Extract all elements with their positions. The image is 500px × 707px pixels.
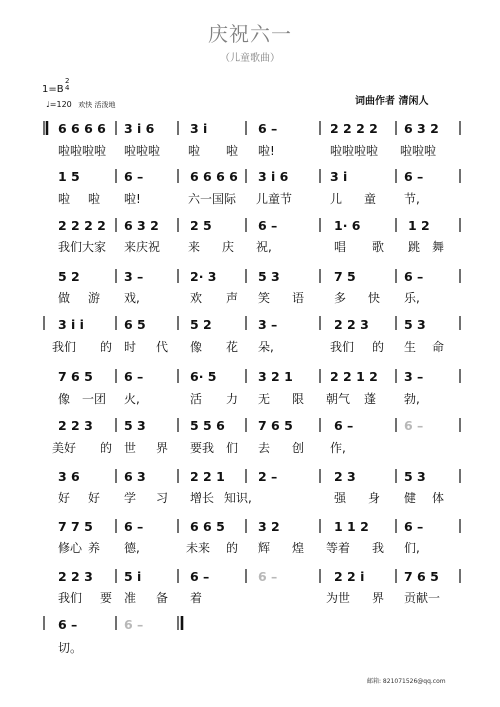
lyric: 一团 — [82, 392, 107, 406]
note-group: 3 i — [330, 169, 348, 184]
lyric: 朝气 — [326, 392, 351, 406]
note-group: 2 2 i — [334, 569, 365, 584]
lyric: 做 — [58, 291, 71, 305]
lyric: 啦 — [188, 144, 201, 158]
note-group: 7 6 5 — [404, 569, 439, 584]
lyric: 勃, — [404, 392, 420, 406]
lyric: 啦啦啦 — [400, 144, 437, 158]
lyric: 语 — [292, 291, 305, 305]
lyric: 我们大家 — [58, 240, 107, 254]
note-group: 2 – — [258, 469, 278, 484]
lyric: 界 — [372, 591, 385, 605]
lyric: 像 — [58, 392, 71, 406]
note-group: 6 3 — [124, 469, 146, 484]
note-group: 6 – — [124, 369, 144, 384]
lyric: 唱 — [334, 240, 347, 254]
lyric: 戏, — [124, 291, 140, 305]
note-group: 2 3 — [334, 469, 356, 484]
note-group: 6 – — [404, 169, 424, 184]
lyric: 活 — [190, 392, 203, 406]
score-row-2 — [58, 169, 460, 206]
lyric: 时 — [124, 340, 137, 354]
lyric: 我们 — [330, 340, 355, 354]
page-subtitle: （儿童歌曲） — [220, 53, 280, 64]
note-group: 6 6 5 — [190, 519, 225, 534]
lyric: 多 — [334, 291, 347, 305]
lyric: 学 — [124, 491, 137, 505]
note-group: 5 2 — [58, 269, 80, 284]
lyric: 等着 — [326, 541, 351, 555]
score-row-6 — [58, 369, 460, 406]
lyric: 贡献一 — [404, 591, 441, 605]
lyric: 未来 — [186, 541, 211, 555]
lyric: 朵, — [258, 340, 274, 354]
note-group: 6 3 2 — [124, 218, 159, 233]
lyric: 舞 — [432, 240, 445, 254]
note-group: 5 5 6 — [190, 418, 225, 433]
lyric: 创 — [292, 441, 305, 455]
note-group: 3 2 1 — [258, 369, 293, 384]
note-group: 3 i i — [58, 317, 84, 332]
lyric: 啦 — [88, 192, 101, 206]
note-group: 3 2 — [258, 519, 280, 534]
score-row-1 — [44, 121, 460, 158]
note-group: 2 2 3 — [58, 418, 93, 433]
note-group: 7 7 5 — [58, 519, 93, 534]
note-group: 7 6 5 — [258, 418, 293, 433]
lyric: 跳 — [408, 240, 421, 254]
lyric: 啦! — [124, 192, 141, 206]
lyric: 习 — [156, 491, 169, 505]
lyric: 好 — [88, 491, 101, 505]
note-group: 5 3 — [404, 317, 426, 332]
note-group: 6 – — [190, 569, 210, 584]
score-row-8 — [58, 469, 460, 505]
lyric: 庆 — [222, 240, 235, 254]
note-group: 2 2 1 — [190, 469, 225, 484]
note-group: 6 – — [404, 269, 424, 284]
page-title: 庆祝六一 — [208, 22, 292, 46]
note-group: 3 6 — [58, 469, 80, 484]
note-group: 6 – — [404, 519, 424, 534]
key-signature: 1=B — [42, 84, 64, 95]
lyric: 去 — [258, 441, 271, 455]
contact-email: 邮箱: 821071526@qq.com — [367, 678, 446, 685]
note-group: 6 – — [124, 519, 144, 534]
lyric: 啦 — [58, 192, 71, 206]
lyric: 修心 — [58, 541, 83, 555]
lyric: 蓬 — [364, 392, 377, 406]
note-group: 2· 3 — [190, 269, 217, 284]
lyric: 知识, — [224, 491, 252, 505]
lyric: 啦啦啦啦 — [330, 144, 379, 158]
lyric: 世 — [124, 441, 137, 455]
note-group: 5 3 — [258, 269, 280, 284]
lyric: 辉 — [258, 541, 271, 555]
note-group: 3 – — [124, 269, 144, 284]
lyric: 祝, — [256, 240, 272, 254]
lyric: 命 — [432, 340, 445, 354]
lyric: 的 — [372, 340, 385, 354]
score-row-7 — [52, 418, 460, 455]
note-group: 1 1 2 — [334, 519, 369, 534]
lyric: 煌 — [292, 541, 305, 555]
lyric: 儿 — [330, 192, 343, 206]
lyric: 声 — [226, 291, 239, 305]
lyric: 来 — [188, 240, 201, 254]
lyric: 无 — [258, 392, 271, 406]
lyric: 们, — [404, 541, 420, 555]
lyric: 要我 — [190, 441, 215, 455]
tempo-expression: 欢快 活泼地 — [78, 101, 116, 109]
note-group: 3 – — [404, 369, 424, 384]
note-group: 7 6 5 — [58, 369, 93, 384]
note-group: 5 3 — [124, 418, 146, 433]
note-group: 2 2 1 2 — [330, 369, 378, 384]
score-row-5 — [44, 316, 460, 354]
note-group: 6· 5 — [190, 369, 217, 384]
score-row-11 — [44, 616, 182, 655]
lyric: 界 — [156, 441, 169, 455]
tempo-value: ♩=120 — [46, 100, 72, 109]
lyric: 要 — [100, 591, 113, 605]
note-group: 1 5 — [58, 169, 80, 184]
lyric: 的 — [100, 441, 113, 455]
lyric: 们 — [226, 441, 239, 455]
lyric: 花 — [226, 340, 239, 354]
note-group: 3 i 6 — [258, 169, 289, 184]
lyric: 为世 — [326, 591, 351, 605]
composer-credit: 词曲作者 清闲人 — [355, 96, 429, 107]
note-group: 2 2 2 2 — [58, 218, 106, 233]
note-group-faded: 6 – — [258, 569, 278, 584]
note-group: 1· 6 — [334, 218, 361, 233]
note-group: 2 5 — [190, 218, 212, 233]
lyric: 限 — [292, 392, 305, 406]
note-group: 2 2 3 — [334, 317, 369, 332]
lyric: 切。 — [58, 641, 83, 655]
time-signature-top: 2 — [65, 77, 70, 85]
lyric: 儿童节 — [256, 192, 293, 206]
lyric: 我 — [372, 541, 385, 555]
lyric: 备 — [156, 591, 169, 605]
note-group: 6 – — [334, 418, 354, 433]
lyric: 节, — [404, 192, 420, 206]
note-group: 2 2 2 2 — [330, 121, 378, 136]
lyric: 乐, — [404, 291, 420, 305]
lyric: 我们 — [58, 591, 83, 605]
score-row-3 — [58, 218, 460, 254]
lyric: 欢 — [190, 291, 203, 305]
note-group: 6 6 6 6 — [190, 169, 238, 184]
lyric: 像 — [190, 340, 203, 354]
time-signature-bottom: 4 — [65, 84, 70, 92]
note-group: 5 i — [124, 569, 142, 584]
note-group-faded: 6 – — [404, 418, 424, 433]
lyric: 着 — [190, 591, 203, 605]
lyric: 养 — [88, 541, 101, 555]
lyric: 我们 — [52, 340, 77, 354]
score-row-10 — [58, 569, 460, 605]
note-group: 6 – — [124, 169, 144, 184]
lyric: 快 — [368, 291, 381, 305]
note-group: 3 i 6 — [124, 121, 155, 136]
lyric: 啦 — [226, 144, 239, 158]
lyric: 的 — [100, 340, 113, 354]
lyric: 游 — [88, 291, 101, 305]
lyric: 火, — [124, 392, 140, 406]
note-group: 6 – — [58, 617, 78, 632]
lyric: 歌 — [372, 240, 385, 254]
lyric: 代 — [156, 340, 169, 354]
lyric: 作, — [330, 441, 346, 455]
lyric: 六一国际 — [188, 192, 237, 206]
lyric: 力 — [226, 392, 239, 406]
lyric: 来庆祝 — [124, 240, 161, 254]
note-group: 3 – — [258, 317, 278, 332]
note-group-faded: 6 – — [124, 617, 144, 632]
note-group: 5 3 — [404, 469, 426, 484]
lyric: 童 — [364, 192, 377, 206]
note-group: 6 6 6 6 — [58, 121, 106, 136]
lyric: 生 — [404, 340, 417, 354]
lyric: 的 — [226, 541, 239, 555]
lyric: 健 — [404, 491, 417, 505]
score-row-9 — [58, 519, 460, 555]
note-group: 3 i — [190, 121, 208, 136]
lyric: 好 — [58, 491, 71, 505]
lyric: 准 — [124, 591, 137, 605]
lyric: 增长 — [190, 491, 215, 505]
note-group: 5 2 — [190, 317, 212, 332]
note-group: 1 2 — [408, 218, 430, 233]
note-group: 6 – — [258, 121, 278, 136]
score-row-4 — [58, 269, 460, 305]
lyric: 强 — [334, 491, 347, 505]
lyric: 身 — [368, 491, 381, 505]
note-group: 6 – — [258, 218, 278, 233]
lyric: 啦啦啦啦 — [58, 144, 107, 158]
lyric: 啦啦啦 — [124, 144, 161, 158]
lyric: 啦! — [258, 144, 275, 158]
lyric: 笑 — [258, 291, 271, 305]
lyric: 美好 — [52, 441, 77, 455]
note-group: 6 5 — [124, 317, 146, 332]
note-group: 7 5 — [334, 269, 356, 284]
lyric: 体 — [432, 491, 445, 505]
note-group: 2 2 3 — [58, 569, 93, 584]
lyric: 德, — [124, 541, 140, 555]
note-group: 6 3 2 — [404, 121, 439, 136]
